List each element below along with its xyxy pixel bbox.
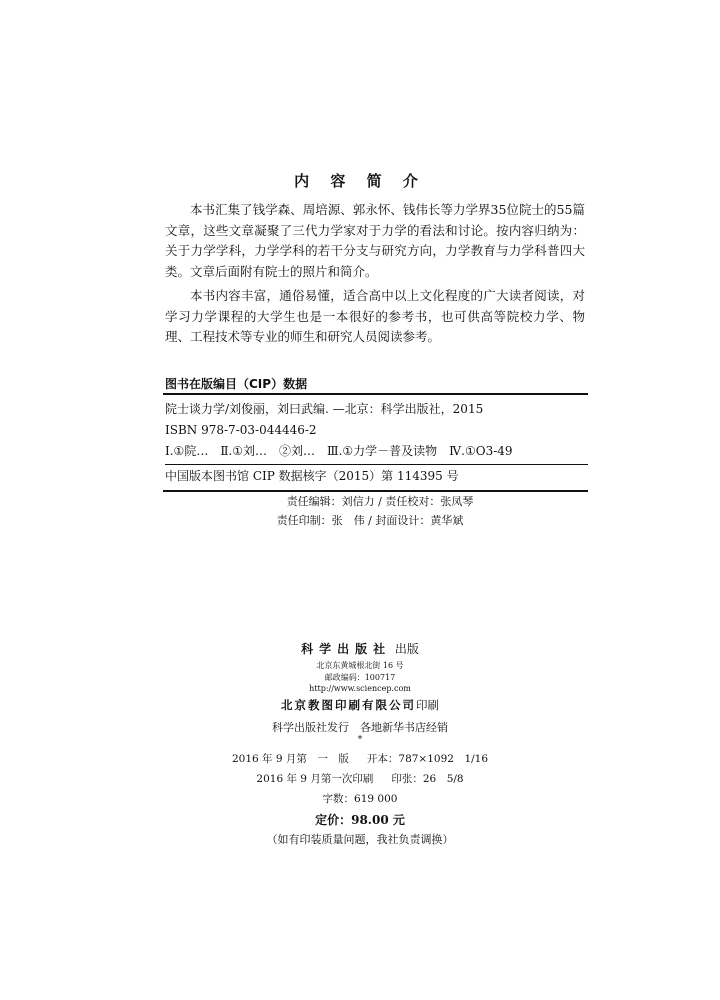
- printing-line: [0, 771, 720, 786]
- word-count: 字数：619 000: [322, 793, 398, 805]
- staff-editors: 责任编辑：刘信力 / 责任校对：张凤琴: [286, 495, 474, 508]
- edition-line: [0, 751, 720, 766]
- cip-heading: 图书在版编目（CIP）数据: [165, 377, 308, 391]
- publisher-postcode: 邮政编码：100717: [324, 673, 396, 682]
- staff-production: 责任印制：张 伟 / 封面设计：黄华斌: [276, 514, 464, 527]
- quality-notice: （如有印装质量问题，我社负责调换）: [266, 833, 454, 846]
- edition-text: 2016 年 9 月第 一 版: [231, 753, 349, 765]
- publisher-line: [0, 640, 720, 657]
- sheets-text: 印张：26 5/8: [391, 773, 464, 785]
- publisher-suffix: 出版: [394, 642, 419, 656]
- intro-paragraph-2: 本书内容丰富，通俗易懂，适合高中以上文化程度的广大读者阅读，对学习力学课程的大学生也是一本很好的参考书，也可供高等院校力学、物理、工程技术等专业的师生和研究人员阅读参考。: [165, 288, 585, 344]
- page-title: 内 容 简 介: [294, 172, 426, 190]
- distribution-line: 科学出版社发行 各地新华书店经销: [272, 721, 448, 734]
- price: 定价：98.00 元: [315, 813, 405, 827]
- separator-star: *: [357, 735, 363, 745]
- cip-data-box: [163, 393, 588, 492]
- intro-section: [165, 200, 585, 352]
- cip-title-line: 院士谈力学/刘俊丽，刘曰武编. —北京：科学出版社，2015: [165, 402, 484, 416]
- printer-line: [0, 697, 720, 713]
- publisher-url: http://www.sciencep.com: [309, 684, 411, 693]
- printing-text: 2016 年 9 月第一次印刷: [256, 773, 374, 785]
- publisher-seal: 科学出版社: [301, 642, 392, 656]
- cip-isbn-line: ISBN 978-7-03-044446-2: [165, 423, 317, 437]
- printer-suffix: 印刷: [416, 698, 439, 712]
- publisher-address: 北京东黄城根北街 16 号: [316, 661, 404, 670]
- cip-classification-line: Ⅰ.①院… Ⅱ.①刘… ②刘… Ⅲ.①力学－普及读物 Ⅳ.①O3-49: [165, 444, 513, 458]
- printer-seal: 北京教图印刷有限公司: [281, 698, 416, 712]
- format-text: 开本：787×1092 1/16: [366, 753, 489, 765]
- cip-record-line: 中国版本图书馆 CIP 数据核字（2015）第 114395 号: [165, 464, 588, 487]
- intro-paragraph-1: 本书汇集了钱学森、周培源、郭永怀、钱伟长等力学界35位院士的55篇文章，这些文章凝聚了三代力学家对于力学的看法和讨论。按内容归纳为：关于力学学科，力学学科的若干分支与研究方向，力学教育与力学科普四大类。文章后面附有院士的照片和简介。: [165, 202, 585, 279]
